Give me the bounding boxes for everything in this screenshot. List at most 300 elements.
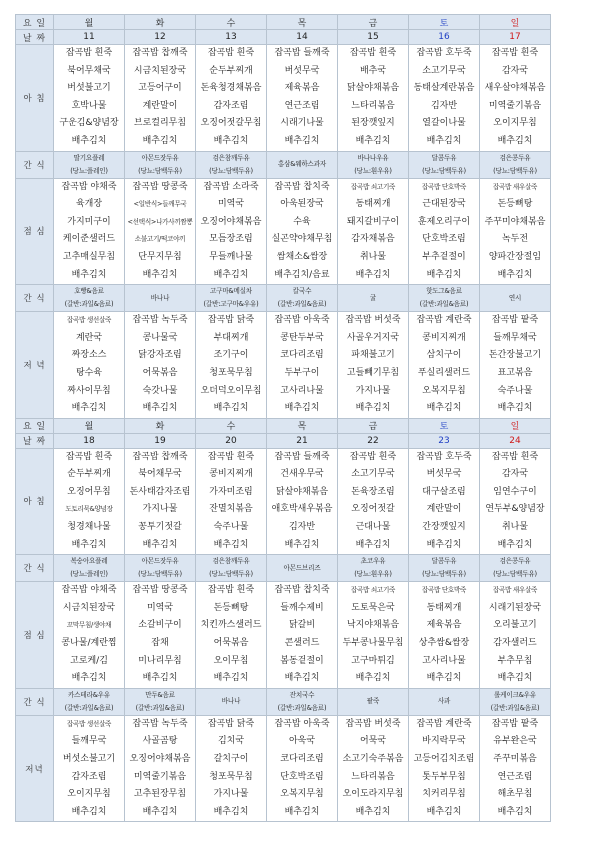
menu-item: 연근조림	[284, 100, 320, 111]
meal-label: 점 심	[16, 582, 54, 689]
menu-item: 배추김치	[142, 403, 178, 414]
menu-item: 소고기숙주볶음	[342, 754, 404, 764]
menu-item: 배추김치	[426, 135, 462, 146]
menu-item: 사골곰탕	[142, 736, 178, 747]
menu-item: 잡곡밥 단호박죽	[421, 182, 467, 191]
menu-item: 잡곡밥 찹치죽	[274, 585, 330, 596]
menu-item: 잡곡밥 흰죽	[65, 451, 113, 462]
menu-item: 배추김치	[284, 673, 320, 684]
menu-item: 도토묵은국	[351, 602, 395, 613]
menu-item: 잡곡밥 새우살죽	[492, 182, 538, 191]
snack-item: (당뇨:담백두유)	[422, 166, 466, 175]
menu-item: 배추김치	[355, 135, 391, 146]
menu-item: 연근조림	[497, 771, 533, 782]
menu-item: 오징어야채볶음	[129, 754, 191, 764]
menu-item: 배추김치	[355, 269, 391, 280]
menu-item: 배추김치	[426, 269, 462, 280]
menu-item: 양파간장절임	[488, 251, 542, 262]
menu-item: 오이도라지무침	[342, 789, 404, 800]
menu-item: 오징어젓갈	[351, 504, 395, 515]
snack-label: 간 식	[16, 151, 54, 178]
meal-label: 저 녁	[16, 312, 54, 419]
meal-cell	[196, 448, 267, 555]
menu-item: 시래기된장국	[488, 602, 542, 613]
snack-item: (당뇨:흰우유)	[354, 570, 392, 579]
menu-item: 브로컬리무침	[133, 118, 187, 129]
meal-cell	[196, 312, 267, 419]
menu-item: 오복지무침	[422, 385, 466, 396]
menu-item: 돈등뼈탕	[497, 199, 533, 210]
menu-item: 소불고기/떡코야끼	[134, 235, 186, 244]
menu-item: 배추김치	[142, 806, 178, 817]
menu-item: 미역줄기볶음	[133, 771, 187, 782]
menu-item: 배추김치	[213, 806, 249, 817]
meal-cell	[196, 45, 267, 152]
menu-item: 닭살야채볶음	[275, 486, 329, 497]
menu-item: 열갈이나물	[422, 118, 466, 129]
date-thu: 14	[267, 30, 338, 45]
menu-item: 배추김치	[71, 403, 107, 414]
snack-item: 팥죽	[366, 697, 380, 706]
meal-cell	[480, 715, 551, 822]
menu-item: 봄동겉절이	[280, 655, 324, 666]
menu-item: 잡곡밥 흰죽	[349, 451, 397, 462]
menu-item: 바지락무국	[422, 736, 466, 747]
meal-row	[16, 715, 551, 822]
menu-item: 배추김치	[71, 539, 107, 550]
snack-cell	[125, 688, 196, 715]
menu-item: 근대나물	[355, 522, 391, 533]
menu-item: 치커리무침	[422, 789, 466, 800]
menu-item: 해초무침	[497, 789, 533, 800]
menu-item: 북어무채국	[67, 65, 111, 76]
menu-item: 배추김치	[355, 673, 391, 684]
menu-item: 꼬막무침/생야채	[66, 621, 112, 630]
menu-item: 배추김치	[284, 806, 320, 817]
snack-cell	[409, 555, 480, 582]
weekday-tue: 화	[125, 15, 196, 30]
menu-item: 잡곡밥 호두죽	[416, 48, 472, 58]
date-row	[16, 30, 551, 45]
menu-item: 잡곡밥 흰죽	[491, 451, 539, 462]
menu-item: 소고기무국	[422, 65, 466, 76]
menu-item: 훈제오리구이	[417, 216, 471, 227]
menu-item: 잡곡밥 버섯죽	[345, 718, 401, 729]
menu-item: 오더덕오이무침	[200, 385, 262, 396]
menu-item: 배추김치/음료	[274, 269, 330, 280]
menu-item: 호박나물	[71, 100, 107, 111]
snack-item: (갈반:과일&음료)	[64, 703, 114, 712]
snack-cell	[480, 285, 551, 312]
menu-item: 감자조림	[213, 100, 249, 111]
meal-cell	[338, 178, 409, 285]
snack-cell	[267, 688, 338, 715]
menu-item: <선택식>나가사끼짬뽕	[127, 217, 193, 226]
menu-item: 잡곡밥 생선살죽	[66, 719, 112, 728]
menu-item: 잡곡밥 계란죽	[416, 315, 472, 326]
menu-item: 구운김&양념장	[59, 118, 119, 129]
meal-label: 점 심	[16, 178, 54, 285]
menu-item: 고들빼기무침	[346, 367, 400, 378]
menu-item: 잡곡밥 찹치죽	[274, 181, 330, 192]
meal-cell	[54, 312, 125, 419]
snack-item: 귤	[369, 293, 377, 302]
snack-item: (갈반:과일&음료)	[419, 300, 469, 309]
snack-item: 딸기요플레	[73, 153, 105, 162]
menu-item: 아욱국	[288, 736, 316, 747]
meal-cell	[54, 448, 125, 555]
menu-item: 잡곡밥 땅콩죽	[132, 181, 188, 192]
menu-item: 배추국	[359, 65, 387, 76]
menu-item: 소갈비구이	[138, 620, 182, 631]
menu-item: 동태찌개	[426, 602, 462, 613]
menu-item: 고추된장무침	[133, 789, 187, 800]
snack-cell	[125, 151, 196, 178]
menu-item: 소고기무국	[351, 469, 395, 480]
meal-cell	[125, 715, 196, 822]
menu-item: 부추겉절이	[422, 251, 466, 262]
menu-item: 김치국	[217, 736, 245, 747]
snack-item: (갈반:고구마&우유)	[203, 300, 259, 309]
menu-item: 건새우무국	[280, 469, 324, 480]
menu-item: 순두부찌개	[209, 65, 253, 76]
snack-item: 검은콩두유	[499, 557, 531, 566]
menu-item: 김자반	[430, 100, 458, 111]
menu-item: 숙갓나물	[142, 385, 178, 396]
weekday-label: 요 일	[16, 418, 54, 433]
menu-item: 돼지갈비구이	[346, 216, 400, 227]
menu-item: 도토리묵&양념장	[65, 505, 113, 514]
menu-item: 코다리조림	[280, 754, 324, 764]
menu-item: 가지나물	[142, 504, 178, 515]
menu-item: 실곤약야채무침	[271, 234, 333, 245]
menu-item: 잡곡밥 단호박죽	[421, 586, 467, 595]
menu-item: 짜장소스	[71, 350, 107, 361]
snack-row	[16, 555, 551, 582]
menu-item: 고등어구이	[138, 83, 182, 94]
menu-item: 배추김치	[284, 403, 320, 414]
meal-cell	[338, 582, 409, 689]
snack-item: 아몬드브리즈	[283, 563, 321, 572]
snack-cell	[480, 555, 551, 582]
menu-item: 청경채나물	[67, 522, 111, 533]
date-sun: 17	[480, 30, 551, 45]
snack-row	[16, 151, 551, 178]
menu-item: 들깨수제비	[280, 602, 324, 613]
snack-item: 호빵&음료	[74, 287, 104, 296]
menu-item: 콩비지찌개	[209, 469, 253, 480]
menu-item: 배추김치	[355, 539, 391, 550]
menu-item: 오징어야채볶음	[200, 216, 262, 227]
menu-item: 잡곡밥 흰죽	[207, 585, 255, 596]
meal-cell	[480, 312, 551, 419]
menu-item: 버섯무국	[284, 65, 320, 76]
weekday-sat: 토	[409, 418, 480, 433]
meal-label: 아 침	[16, 448, 54, 555]
menu-item: 배추김치	[355, 806, 391, 817]
meal-row	[16, 178, 551, 285]
menu-item: 잡곡밥 쇠고기죽	[350, 182, 396, 191]
menu-item: 잡곡밥 들깨죽	[274, 451, 330, 462]
snack-item: 복숭아요플레	[70, 557, 108, 566]
meal-row	[16, 45, 551, 152]
meal-cell	[125, 312, 196, 419]
meal-cell	[267, 45, 338, 152]
snack-cell	[480, 151, 551, 178]
menu-item: 미나리무침	[138, 655, 182, 666]
menu-item: 부대찌개	[213, 332, 249, 343]
menu-item: 잡곡밥 닭죽	[207, 718, 255, 729]
meal-cell	[196, 178, 267, 285]
menu-item: 아욱된장국	[280, 199, 324, 210]
snack-item: (갈반:과일&음료)	[64, 300, 114, 309]
snack-item: (당뇨:플레인)	[70, 570, 108, 579]
meal-cell	[54, 45, 125, 152]
menu-item: 오징어젓갈무침	[200, 118, 262, 129]
snack-item: (당뇨:담백두유)	[209, 166, 253, 175]
menu-item: 배추김치	[213, 403, 249, 414]
menu-item: 시금치된장국	[133, 65, 187, 76]
menu-item: 배추김치	[497, 673, 533, 684]
menu-item: 고구마튀김	[351, 655, 395, 666]
weekday-mon: 월	[54, 418, 125, 433]
menu-item: 잡곡밥 흰죽	[207, 451, 255, 462]
menu-item: 간장깻잎지	[422, 522, 466, 533]
menu-item: 된장깻잎지	[351, 118, 395, 129]
menu-item: 배추김치	[426, 539, 462, 550]
menu-item: 꽁투기젓갈	[138, 522, 182, 533]
meal-row	[16, 582, 551, 689]
menu-item: 청포묵무침	[209, 771, 253, 782]
menu-item: 갈치구이	[213, 754, 249, 764]
menu-item: 육개장	[75, 199, 103, 210]
menu-item: 청포묵무침	[209, 367, 253, 378]
meal-cell	[125, 178, 196, 285]
menu-item: 녹두전	[501, 234, 529, 245]
menu-item: 감자국	[501, 469, 529, 480]
menu-item: 고사리나물	[422, 655, 466, 666]
snack-label: 간 식	[16, 555, 54, 582]
menu-item: 잡곡밥 흰죽	[491, 48, 539, 58]
menu-item: 단무지무침	[138, 251, 182, 262]
menu-item: 배추김치	[497, 403, 533, 414]
menu-item: 잡곡밥 찹깨죽	[132, 451, 188, 462]
menu-item: 잡곡밥 찹깨죽	[132, 48, 188, 58]
date-thu: 21	[267, 433, 338, 448]
menu-item: 톳두부무침	[422, 771, 466, 782]
menu-item: 애호박새우볶음	[271, 504, 333, 515]
meal-cell	[125, 448, 196, 555]
meal-label: 아 침	[16, 45, 54, 152]
menu-item: 새우살야채볶음	[484, 83, 546, 94]
weekday-thu: 목	[267, 418, 338, 433]
menu-item: 버섯소불고기	[62, 754, 116, 764]
menu-item: 잡채	[151, 638, 169, 649]
menu-item: 표고볶음	[497, 367, 533, 378]
menu-item: 푸실리샐러드	[417, 367, 471, 378]
menu-item: 가자미조림	[209, 486, 253, 497]
menu-item: 가지나물	[213, 789, 249, 800]
menu-item: 돈육청경채볶음	[200, 83, 262, 94]
menu-item: 고로케/김	[70, 655, 108, 666]
menu-item: 배추김치	[284, 135, 320, 146]
menu-item: 콩탄두부국	[280, 332, 324, 343]
menu-item: 잡곡밥 야채죽	[61, 585, 117, 596]
snack-item: 칼국수	[292, 287, 312, 296]
menu-item: 잡곡밥 아욱죽	[274, 718, 330, 729]
menu-item: 배추김치	[497, 806, 533, 817]
snack-item: (당뇨:담백두유)	[422, 570, 466, 579]
menu-item: 닭살야채볶음	[346, 83, 400, 94]
menu-item: 제육볶음	[426, 620, 462, 631]
meal-label: 저녁	[16, 715, 54, 822]
menu-item: 들깨무국	[71, 736, 107, 747]
snack-cell	[196, 285, 267, 312]
menu-item: 수육	[293, 216, 311, 227]
snack-item: 바나나우유	[357, 153, 389, 162]
menu-item: 배추김치	[497, 269, 533, 280]
date-fri: 15	[338, 30, 409, 45]
meal-cell	[196, 715, 267, 822]
meal-cell	[409, 448, 480, 555]
date-mon: 11	[54, 30, 125, 45]
meal-cell	[196, 582, 267, 689]
menu-item: 잡곡밥 버섯죽	[345, 315, 401, 326]
meal-cell	[480, 448, 551, 555]
menu-item: 동태찌개	[355, 199, 391, 210]
menu-item: 가지나물	[355, 385, 391, 396]
meal-cell	[267, 715, 338, 822]
menu-item: 파채불고기	[351, 350, 395, 361]
menu-item: 배추김치	[142, 673, 178, 684]
menu-item: 주꾸미볶음	[493, 754, 537, 764]
menu-item: 조기구이	[213, 350, 249, 361]
menu-item: 잡곡밥 야채죽	[61, 181, 117, 192]
menu-item: 배추김치	[426, 673, 462, 684]
menu-item: 숙주나물	[497, 385, 533, 396]
snack-item: 바나나	[221, 697, 241, 706]
menu-item: 콘샐러드	[284, 638, 320, 649]
menu-item: 돈사태감자조림	[129, 486, 191, 497]
weekday-tue: 화	[125, 418, 196, 433]
menu-item: 쌈채소&쌈장	[276, 251, 328, 262]
menu-item: 배추김치	[142, 269, 178, 280]
meal-row	[16, 448, 551, 555]
snack-label: 간 식	[16, 688, 54, 715]
menu-item: 콩비지찌개	[422, 332, 466, 343]
weekday-wed: 수	[196, 418, 267, 433]
snack-cell	[409, 285, 480, 312]
snack-item: (갈반:과일&음료)	[277, 300, 327, 309]
menu-item: 콩나물국	[142, 332, 178, 343]
snack-item: 만두&음료	[145, 690, 175, 699]
snack-cell	[338, 688, 409, 715]
menu-item: 배추김치	[213, 539, 249, 550]
snack-item: 잔치국수	[289, 690, 315, 699]
snack-item: 달콤두유	[431, 153, 457, 162]
menu-item: 고추매실무침	[62, 251, 116, 262]
menu-item: 오복지무침	[280, 789, 324, 800]
snack-item: 검은콩두유	[499, 153, 531, 162]
date-sat: 23	[409, 433, 480, 448]
menu-item: 주꾸미야채볶음	[484, 216, 546, 227]
menu-item: 버섯무국	[426, 469, 462, 480]
menu-item: 배추김치	[426, 806, 462, 817]
menu-item: 잡곡밥 흰죽	[207, 48, 255, 58]
snack-item: 고구마&메실차	[210, 287, 252, 296]
weekday-header-row	[16, 418, 551, 433]
menu-item: 시금치된장국	[62, 602, 116, 613]
menu-item: 오이지무침	[493, 118, 537, 129]
meal-cell	[267, 582, 338, 689]
menu-item: 잡곡밥 녹두죽	[132, 315, 188, 326]
snack-cell	[54, 285, 125, 312]
weekday-label: 요 일	[16, 15, 54, 30]
snack-cell	[267, 151, 338, 178]
snack-item: 검은참깨두유	[212, 557, 250, 566]
menu-item: 가지미구이	[67, 216, 111, 227]
snack-cell	[54, 688, 125, 715]
snack-item: (당뇨:담백두유)	[138, 166, 182, 175]
menu-item: 돈등뼈탕	[213, 602, 249, 613]
menu-item: 배추김치	[497, 135, 533, 146]
snack-item: 홍삼&웨하스과자	[277, 160, 327, 169]
meal-cell	[480, 582, 551, 689]
snack-item: (당뇨:담백두유)	[493, 570, 537, 579]
snack-cell	[125, 285, 196, 312]
menu-item: 부추무침	[497, 655, 533, 666]
date-row	[16, 433, 551, 448]
snack-item: (당뇨:흰우유)	[354, 166, 392, 175]
meal-cell	[480, 45, 551, 152]
menu-item: 잡곡밥 생선살죽	[66, 316, 112, 325]
snack-item: 아몬드잣두유	[141, 557, 179, 566]
date-wed: 20	[196, 433, 267, 448]
snack-row	[16, 285, 551, 312]
meal-cell	[409, 715, 480, 822]
menu-item: 단호박조림	[422, 234, 466, 245]
snack-item: (당뇨:담백두유)	[138, 570, 182, 579]
meal-cell	[338, 448, 409, 555]
menu-item: 취나물	[501, 522, 529, 533]
snack-item: 달콤두유	[431, 557, 457, 566]
menu-item: 짜사이무침	[67, 385, 111, 396]
menu-item: 낙지야채볶음	[346, 620, 400, 631]
snack-label: 간 식	[16, 285, 54, 312]
menu-item: 돈육장조림	[351, 486, 395, 497]
snack-cell	[267, 285, 338, 312]
snack-cell	[338, 555, 409, 582]
menu-item: 배추김치	[71, 269, 107, 280]
menu-item: 고등어김치조림	[413, 754, 475, 764]
menu-item: 잡곡밥 닭죽	[207, 315, 255, 326]
meal-cell	[54, 715, 125, 822]
snack-cell	[196, 688, 267, 715]
meal-row	[16, 312, 551, 419]
menu-item: 잡곡밥 땅콩죽	[132, 585, 188, 596]
snack-cell	[196, 555, 267, 582]
menu-item: 배추김치	[142, 135, 178, 146]
menu-item: 들깨무채국	[493, 332, 537, 343]
snack-item: (당뇨:담백두유)	[493, 166, 537, 175]
menu-item: 북어채무국	[138, 469, 182, 480]
menu-item: 어묵볶음	[142, 367, 178, 378]
menu-item: 잡곡밥 흰죽	[349, 48, 397, 58]
meal-cell	[409, 582, 480, 689]
weekday-mon: 월	[54, 15, 125, 30]
menu-item: 배추김치	[497, 539, 533, 550]
menu-item: 버섯불고기	[67, 83, 111, 94]
